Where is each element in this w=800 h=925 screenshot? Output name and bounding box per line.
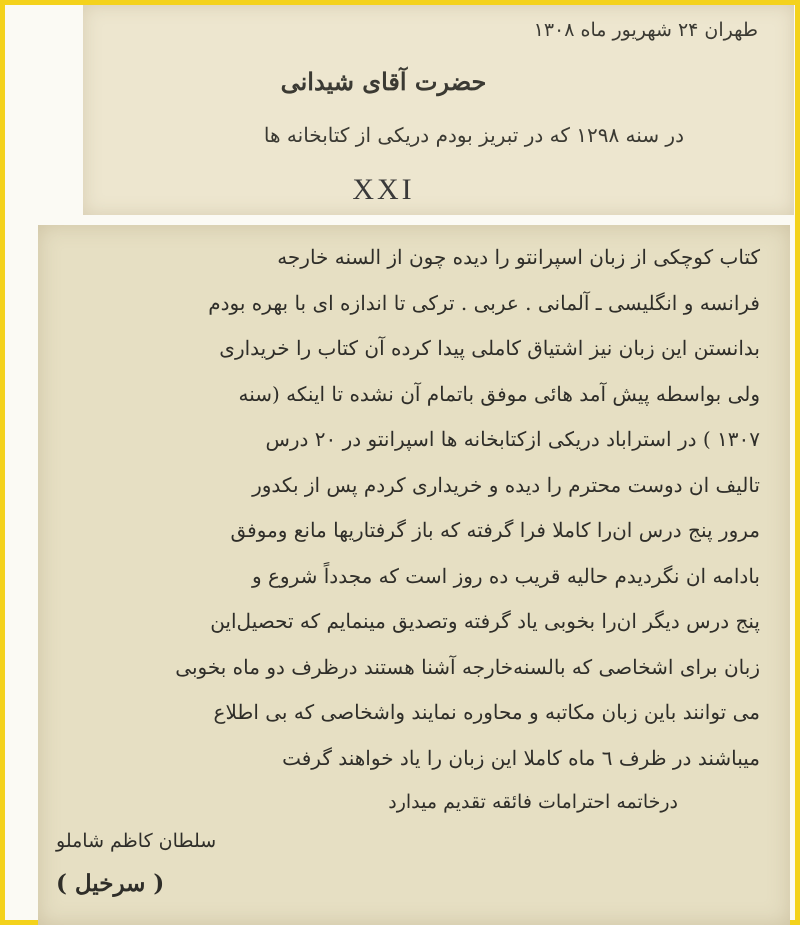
text-line: ۱۳۰۷ ) در استراباد دریکی ازکتابخانه ها اسپرانتو در ۲۰ درس — [265, 427, 760, 451]
text-line: بادامه ان نگردیدم حالیه قریب ده روز است که مجدداً شروع و — [251, 563, 760, 588]
text-line: پنج درس دیگر ان‌را بخوبی یاد گرفته وتصدیق مینمایم که تحصیل‌این — [210, 609, 760, 633]
opening-line: در سنه ۱۲۹۸ که در تبریز بودم دریکی از کتابخانه ها — [263, 123, 684, 147]
text-line: می توانند باین زبان مکاتبه و محاوره نمایند واشخاصی که بی اطلاع — [213, 700, 760, 724]
text-line: تالیف ان دوست محترم را دیده و خریداری کردم پس از بکدور — [252, 472, 760, 497]
text-line: میباشند در ظرف ٦ ماه کاملا این زبان را یاد خواهند گرفت — [282, 745, 760, 770]
salutation-title: حضرت آقای شیدانی — [280, 67, 487, 96]
signature-alias: ( سرخیل ) — [56, 870, 165, 897]
date-line: طهران ۲۴ شهریور ماه ۱۳۰۸ — [533, 19, 758, 41]
letter-body-clipping — [38, 225, 790, 925]
signature: سلطان کاظم شاملو — [56, 830, 217, 852]
text-line: زبان برای اشخاصی که بالسنه‌خارجه آشنا هستند درظرف دو ماه بخوبی — [175, 654, 760, 679]
text-line: کتاب کوچکی از زبان اسپرانتو را دیده چون از السنه خارجه — [277, 245, 760, 269]
text-line: ولی بواسطه پیش آمد هائی موفق باتمام آن نشده تا اینکه (سنه — [238, 381, 760, 406]
header-clipping — [83, 5, 794, 215]
text-line: فرانسه و انگلیسی ـ آلمانی . عربی . ترکی تا اندازه ای با بهره بودم — [208, 290, 760, 315]
text-line: بدانستن این زبان نیز اشتیاق کاملی پیدا کرده آن کتاب را خریداری — [219, 336, 760, 360]
closing-line: درخاتمه احترامات فائقه تقدیم میدارد — [388, 791, 678, 813]
text-line: مرور پنج درس ان‌را کاملا فرا گرفته که باز گرفتاریها مانع وموفق — [230, 518, 760, 542]
page-numeral: XXI — [352, 173, 415, 206]
letter-paragraph — [70, 235, 760, 781]
